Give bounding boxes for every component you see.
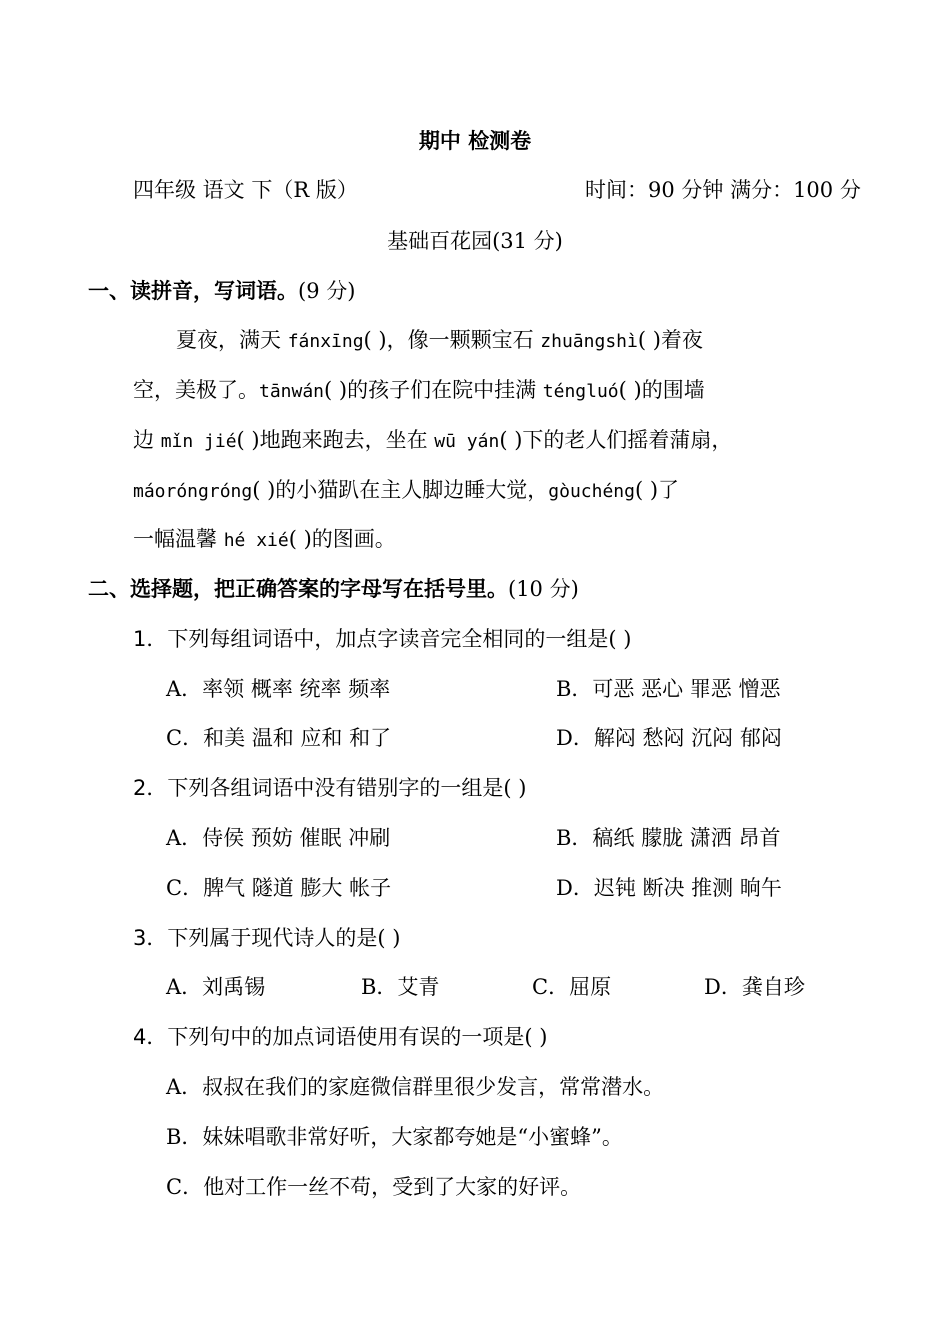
- pinyin: hé xié: [223, 530, 289, 551]
- answer-blank[interactable]: ( )的图画。: [288, 527, 396, 551]
- q1-text: 空，美极了。: [133, 378, 259, 402]
- q2-item-4-option-c[interactable]: C．他对工作一丝不苟，受到了大家的好评。: [166, 1175, 582, 1199]
- pinyin: zhuāngshì: [540, 331, 638, 352]
- pinyin: máoróngróng: [133, 481, 253, 502]
- q2-item-2-option-a[interactable]: A．侍侯 预妨 催眠 冲刷: [166, 826, 391, 850]
- answer-blank[interactable]: ( )着夜: [637, 328, 703, 352]
- q1-line-2: [133, 376, 705, 406]
- answer-blank[interactable]: ( )，像一颗颗宝石: [363, 328, 541, 352]
- item-number: 3．: [133, 926, 168, 950]
- answer-blank[interactable]: ( )地跑来跑去，坐在: [236, 428, 435, 452]
- q2-heading-text: 二、选择题，把正确答案的字母写在括号里。: [88, 577, 508, 601]
- q1-heading-text: 一、读拼音，写词语。: [88, 279, 298, 303]
- q2-item-3-stem: [133, 924, 400, 952]
- pinyin: wū yán: [434, 431, 500, 452]
- q2-item-1-option-c[interactable]: C．和美 温和 应和 和了: [166, 726, 392, 750]
- answer-blank[interactable]: ( )下的老人们摇着蒲扇，: [499, 428, 733, 452]
- q2-item-2-option-d[interactable]: D．迟钝 断决 推测 晌午: [556, 876, 782, 900]
- pinyin: fánxīng: [287, 331, 364, 352]
- item-number: 2．: [133, 776, 168, 800]
- q2-item-1-stem: [133, 625, 631, 653]
- q2-heading: [88, 575, 579, 603]
- q2-item-1-option-d[interactable]: D．解闷 愁闷 沉闷 郁闷: [556, 726, 782, 750]
- q2-item-4-option-b[interactable]: B．妹妹唱歌非常好听，大家都夸她是“小蜜蜂”。: [166, 1125, 623, 1149]
- q2-item-3-option-b[interactable]: B．艾青: [361, 975, 440, 999]
- q1-text: 边: [133, 428, 161, 452]
- item-stem: 下列各组词语中没有错别字的一组是( ): [167, 776, 527, 800]
- item-stem: 下列每组词语中，加点字读音完全相同的一组是( ): [167, 627, 632, 651]
- pinyin: téngluó: [542, 381, 619, 402]
- q1-line-4: [133, 476, 679, 506]
- time-score: 时间：90 分钟 满分：100 分: [585, 178, 861, 202]
- q2-item-2-option-b[interactable]: B．稿纸 朦胧 潇洒 昂首: [556, 826, 781, 850]
- q2-item-4-option-a[interactable]: A．叔叔在我们的家庭微信群里很少发言，常常潜水。: [166, 1075, 665, 1099]
- pinyin: tānwán: [259, 381, 325, 402]
- answer-blank[interactable]: ( )的小猫趴在主人脚边睡大觉，: [252, 478, 549, 502]
- q2-score: (10 分): [508, 577, 579, 601]
- q2-item-1-option-b[interactable]: B．可恶 恶心 罪恶 憎恶: [556, 677, 781, 701]
- item-stem: 下列句中的加点词语使用有误的一项是( ): [167, 1025, 548, 1049]
- q1-line-5: [133, 525, 396, 555]
- pinyin: gòuchéng: [548, 481, 635, 502]
- answer-blank[interactable]: ( )了: [634, 478, 680, 502]
- q1-line-3: [133, 426, 732, 456]
- q2-item-3-option-a[interactable]: A．刘禹锡: [166, 975, 266, 999]
- item-number: 1．: [133, 627, 168, 651]
- q2-item-1-option-a[interactable]: A．率领 概率 统率 频率: [166, 677, 391, 701]
- exam-title: 期中 检测卷: [418, 129, 532, 153]
- q1-score: (9 分): [298, 279, 356, 303]
- answer-blank[interactable]: ( )的孩子们在院中挂满: [324, 378, 543, 402]
- section-title: 基础百花园(31 分): [387, 229, 563, 253]
- item-number: 4．: [133, 1025, 168, 1049]
- item-stem: 下列属于现代诗人的是( ): [167, 926, 401, 950]
- q1-text: 一幅温馨: [133, 527, 224, 551]
- q2-item-2-option-c[interactable]: C．脾气 隧道 膨大 帐子: [166, 876, 392, 900]
- q2-item-3-option-d[interactable]: D．龚自珍: [704, 975, 805, 999]
- q1-text: 夏夜，满天: [176, 328, 288, 352]
- q2-item-3-option-c[interactable]: C．屈原: [532, 975, 612, 999]
- q1-heading: [88, 277, 355, 305]
- grade-subject: 四年级 语文 下（R 版）: [133, 178, 358, 202]
- q1-line-1: [176, 326, 703, 356]
- q2-item-2-stem: [133, 774, 526, 802]
- answer-blank[interactable]: ( )的围墙: [618, 378, 705, 402]
- q2-item-4-stem: [133, 1023, 547, 1051]
- pinyin: mǐn jié: [160, 431, 237, 452]
